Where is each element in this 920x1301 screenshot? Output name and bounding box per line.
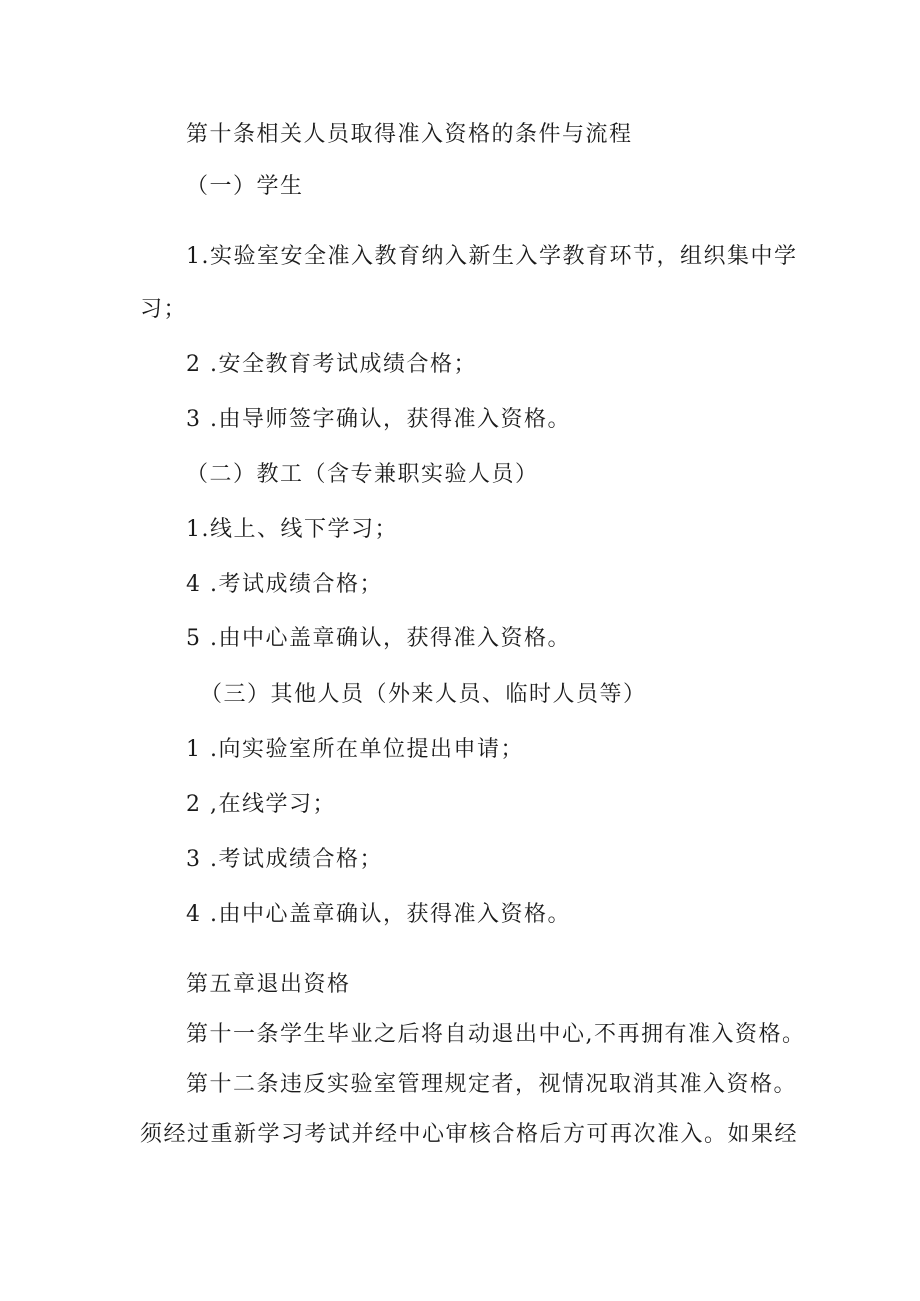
section-students-heading: （一）学生 [186,174,304,199]
article-12-cont: 须经过重新学习考试并经中心审核合格后方可再次准入。如果经 [140,1122,799,1147]
article-12: 第十二条违反实验室管理规定者，视情况取消其准入资格。 [186,1072,798,1097]
article-10-heading: 第十条相关人员取得准入资格的条件与流程 [186,122,633,147]
student-item-2: 2 .安全教育考试成绩合格； [186,352,477,377]
student-item-3: 3 .由导师签字确认，获得准入资格。 [186,407,571,432]
article-11: 第十一条学生毕业之后将自动退出中心,不再拥有准入资格。 [186,1022,806,1047]
student-item-1-cont: 习； [140,297,188,322]
chapter-5-heading: 第五章退出资格 [186,972,351,997]
section-others-heading: （三）其他人员（外来人员、临时人员等） [200,682,647,707]
student-item-1: 1.实验室安全准入教育纳入新生入学教育环节，组织集中学 [186,244,798,269]
staff-item-5: 5 .由中心盖章确认，获得准入资格。 [186,626,571,651]
staff-item-1: 1.线上、线下学习； [186,517,398,542]
staff-item-4: 4 .考试成绩合格； [186,572,383,597]
others-item-4: 4 .由中心盖章确认，获得准入资格。 [186,902,571,927]
others-item-3: 3 .考试成绩合格； [186,847,383,872]
others-item-1: 1 .向实验室所在单位提出申请； [186,737,524,762]
others-item-2: 2 ,在线学习； [186,792,336,817]
section-staff-heading: （二）教工（含专兼职实验人员） [186,462,539,487]
